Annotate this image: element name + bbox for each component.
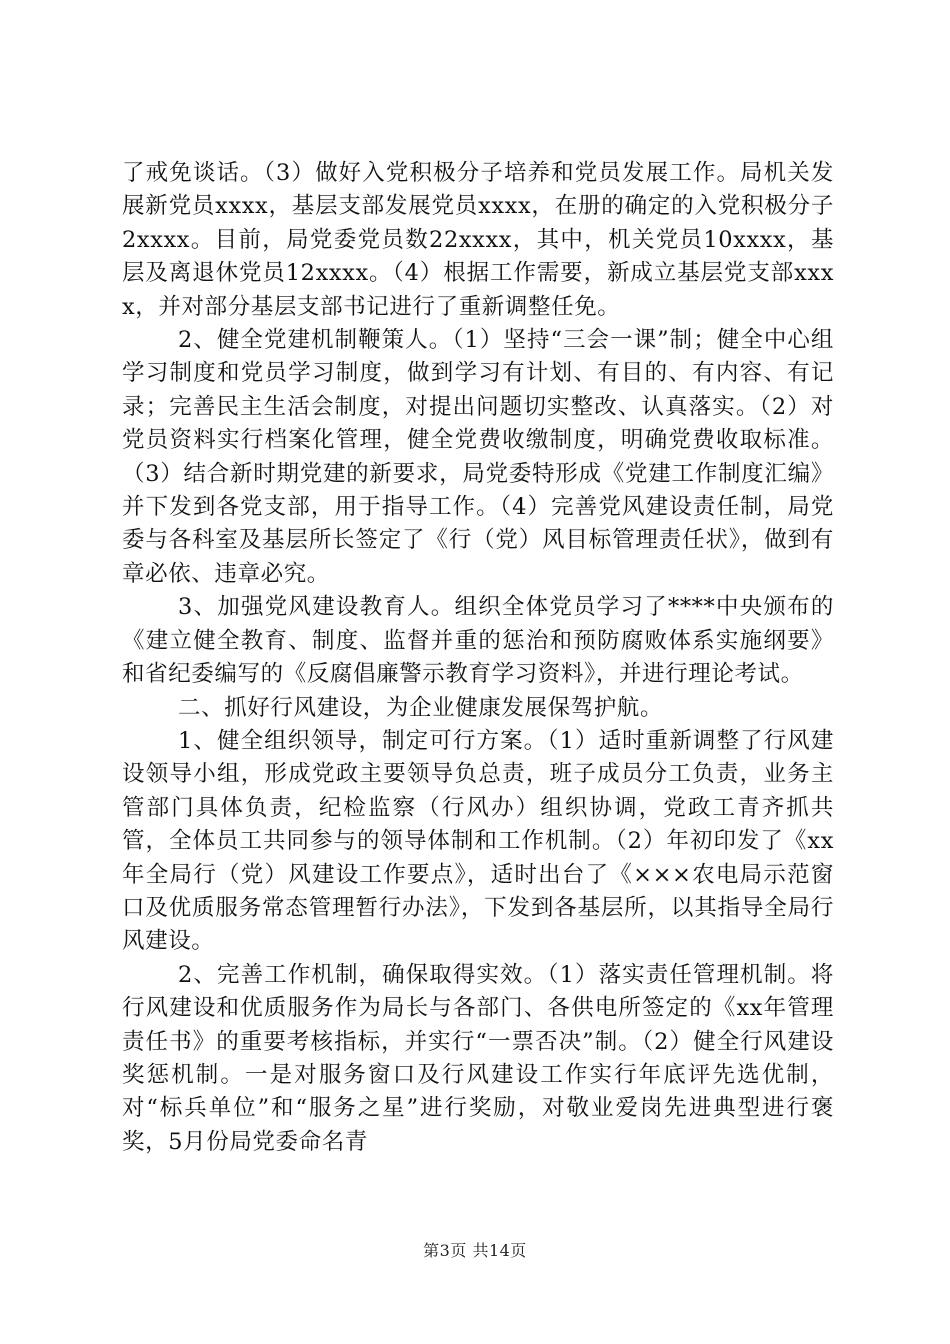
paragraph: 3、加强党风建设教育人。组织全体党员学习了****中央颁布的《建立健全教育、制度、监督并重的惩治和预防腐败体系实施纲要》和省纪委编写的《反腐倡廉警示教育学习资料》，并进行理论考试。 <box>122 594 834 688</box>
paragraph: 2、完善工作机制，确保取得实效。（1）落实责任管理机制。将行风建设和优质服务作为局长与各部门、各供电所签定的《xx年管理责任书》的重要考核指标，并实行“一票否决”制。（2）健全行风建设奖惩机制。一是对服务窗口及行风建设工作实行年底评先选优制，对“标兵单位”和“服务之星”进行奖励，对敬业爱岗先进典型进行褒奖，5月份局党委命名青 <box>122 961 834 1155</box>
document-body <box>122 157 834 1159</box>
paragraph: 了戒免谈话。（3）做好入党积极分子培养和党员发展工作。局机关发展新党员xxxx，基层支部发展党员xxxx，在册的确定的入党积极分子2xxxx。目前，局党委党员数22xxxx，其中，机关党员10xxxx，基层及离退休党员12xxxx。（4）根据工作需要，新成立基层党支部xxxx，并对部分基层支部书记进行了重新调整任免。 <box>122 160 834 320</box>
section-heading: 二、抓好行风建设，为企业健康发展保驾护航。 <box>178 694 664 721</box>
paragraph: 1、健全组织领导，制定可行方案。（1）适时重新调整了行风建设领导小组，形成党政主要领导负总责，班子成员分工负责，业务主管部门具体负责，纪检监察（行风办）组织协调，党政工青齐抓共管，全体员工共同参与的领导体制和工作机制。（2）年初印发了《xx年全局行（党）风建设工作要点》，适时出台了《×××农电局示范窗口及优质服务常态管理暂行办法》，下发到各基层所，以其指导全局行风建设。 <box>122 727 834 955</box>
paragraph: 2、健全党建机制鞭策人。（1）坚持“三会一课”制；健全中心组学习制度和党员学习制度，做到学习有计划、有目的、有内容、有记录；完善民主生活会制度，对提出问题切实整改、认真落实。（2）对党员资料实行档案化管理，健全党费收缴制度，明确党费收取标准。（3）结合新时期党建的新要求，局党委特形成《党建工作制度汇编》并下发到各党支部，用于指导工作。（4）完善党风建设责任制，局党委与各科室及基层所长签定了《行（党）风目标管理责任状》，做到有章必依、违章必究。 <box>122 327 834 587</box>
page-number-footer: 第3页 共14页 <box>423 1241 527 1260</box>
